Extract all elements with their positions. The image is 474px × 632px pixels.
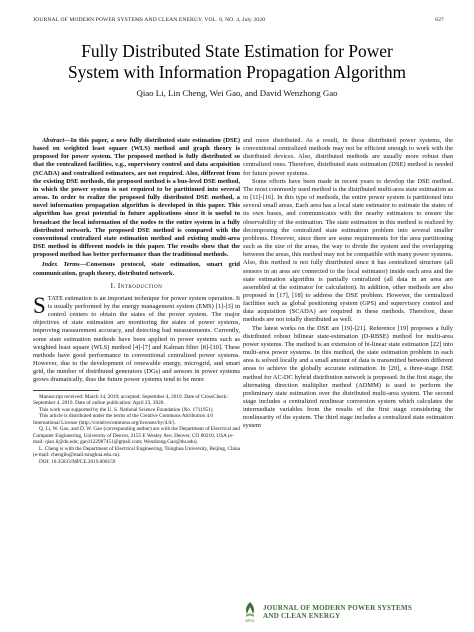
title-line-1: Fully Distributed State Estimation for Power — [81, 41, 393, 61]
journal-line: JOURNAL OF MODERN POWER SYSTEMS AND CLEAN ENERGY, VOL. 8, NO. 4, July 2020 — [33, 17, 265, 23]
intro-text: TATE estimation is an important technique for power system operation. It is usually performed by the energy management system (EMS) [1]-[3] in control centers to obtain the states of the power system. The major objectives of state estimation are monitoring the states of power systems, improving measurement accuracy, and detecting bad measurements. Currently, some state estimation methods have been applied in power systems such as weighted least square (WLS) method [4]-[7] and Kalman filter [8]-[10]. These methods have good performance in conventional centralized power systems. However, due to the development of renewable energy, microgrid, and smart grid, the number of distributed generators (DGs) and sensors in power systems grows dramatically, thus the future power systems tend to be more — [33, 294, 240, 384]
footnote-doi: DOI: 10.35833/MPCE.2019.000159 — [39, 459, 116, 465]
abstract — [33, 137, 240, 259]
right-paragraph-3: The latest works on the DSE are [19]-[21]. Reference [19] proposes a fully distributed robust bilinear state-estimation (D-RBSE) method for multi-area power systems. The method is an extension of bi-linear state estimation [22] into multi-area power systems. In this method, the state estimation problem in each area is solved locally and a small amount of data is transmitted between different areas to achieve the globally accurate estimation. In [20], a three-stage DSE method for AC-DC hybrid distribution network is proposed. In the first stage, the alternating direction multiplier method (ADMM) is used to perform the preliminary state estimation over the distributed multi-area system. The second stage includes a centralized nonlinear conversion system which calculates the intermediate variables from the results of the first stage considering the nonlinearity of the system. The third stage includes a centralized state estimation system — [243, 324, 453, 430]
footnote-affiliation-1: Q. Li, W. Gao, and D. W. Gao (corresponding author) are with the Department of Electrical and Computer Engineering, University of Denver, 2155 E Wesley Ave, Denver, CO 80210, USA (e-mail: qiao.li@du.edu; gao1122987451@gmail.com; Wenzhong.Gao@du.edu). — [33, 426, 240, 446]
right-paragraph-2: Some efforts have been made in recent years to develop the DSE method. The most commonly used method is the distributed multi-area state estimation as in [11]-[16]. In this type of methods, the entire power system is partitioned into several small areas. Each area has a local state estimator to estimate the states of its own buses, and communicates with the nearby estimators to ensure the observability of the estimation. The state estimation in this method is realized by decomposing the centralized state estimation problem into several smaller problems. However, since there are some requirements for the area partitioning such as the size of the areas, the way to divide the system and the overlapping between the areas, this method may not be compatible with many power systems. Also, this method is not fully distributed since it has centralized structure (all sensors in an area are connected to the local estimator) inside each area and the state estimation algorithm is partially centralized (all data in an area are assembled at the estimator for calculation). In addition, other methods are also proposed in [17], [18] to address the DSE problem. However, the centralized facilities such as global positioning system (GPS) and supervisory control and data acquisition (SCADA) are required in these methods. Therefore, these methods are not totally distributed as well. — [243, 177, 453, 324]
abstract-lead: Abstract — [42, 137, 65, 144]
journal-logo-text — [263, 604, 412, 620]
title-line-2: System with Information Propagation Algorithm — [67, 62, 407, 82]
author-list: Qiao Li, Lin Cheng, Wei Gao, and David Wenzhong Gao — [136, 88, 338, 98]
footnote-license: This article is distributed under the terms of the Creative Commons Attribution 4.0 International License (http://creativecommons.org/licenses/by/4.0/). — [33, 413, 213, 426]
footnote-affiliation-2: L. Cheng is with the Department of Electrical Engineering, Tsinghua University, Beijing, China (e-mail: chenglin@mail.tsinghua.edu.cn). — [33, 445, 240, 459]
intro-paragraph — [33, 292, 240, 385]
drop-cap: S — [33, 292, 46, 318]
journal-emblem-icon — [243, 601, 257, 623]
logo-line-1: JOURNAL OF MODERN POWER SYSTEMS — [263, 604, 413, 612]
footnote-received: Manuscript received: March 14, 2019; accepted: September 4, 2019. Date of CrossCheck: September 4, 2019. Date of online publication: April 23, 2020. — [33, 393, 228, 407]
keywords-text: —Consensus protocol, state estimation, smart grid communication, graph theory, distributed network. — [33, 261, 240, 277]
abstract-text: —In this paper, a new fully distributed state estimation (DSE) based on weighted least square (WLS) method and graph theory is proposed for power system. The proposed method is fully distributed so that the centralized facilities, e.g., supervisory control and data acquisition (SCADA) and centralized estimators, are not required. Also, different from the existing DSE methods, the proposed method is a bus-level DSE method, in which the power system is not required to be partitioned into several areas. In order to realize the proposed fully distributed DSE method, a novel information propagation algorithm is developed in this paper. This algorithm has great potential in future applications since it is useful to broadcast the local information of the nodes to the entire system in a fully distributed network. The proposed DSE method is compared with the conventional centralized state estimation method and existing multi-area DSE method in different models in this paper. The results show that the proposed method has better performance than the traditional methods. — [33, 137, 240, 259]
running-head — [33, 17, 444, 23]
logo-line-2: AND CLEAN ENERGY — [263, 612, 341, 620]
emblem-label: MPCE — [245, 619, 255, 623]
footnote-rule — [33, 390, 99, 391]
journal-logo — [243, 600, 453, 624]
paper-title — [20, 41, 454, 83]
keywords — [33, 261, 240, 277]
right-paragraph-1: and more distributed. As a result, in these distributed power systems, the conventional centralized methods may not be efficient enough to work with the distributed devices. Also, distributed methods are usually more robust than centralized ones. Therefore, distributed state estimation (DSE) method is needed for future power systems. — [243, 137, 453, 177]
right-column — [243, 137, 453, 431]
page-number: 627 — [435, 17, 444, 23]
keywords-lead: Index Terms — [42, 261, 80, 269]
footnotes — [33, 394, 240, 466]
section-heading-introduction: I. Introduction — [110, 282, 163, 290]
footnote-funding: This work was supported by the U. S. National Science Foundation (No. 1711951). — [39, 406, 214, 413]
left-column — [33, 137, 240, 466]
